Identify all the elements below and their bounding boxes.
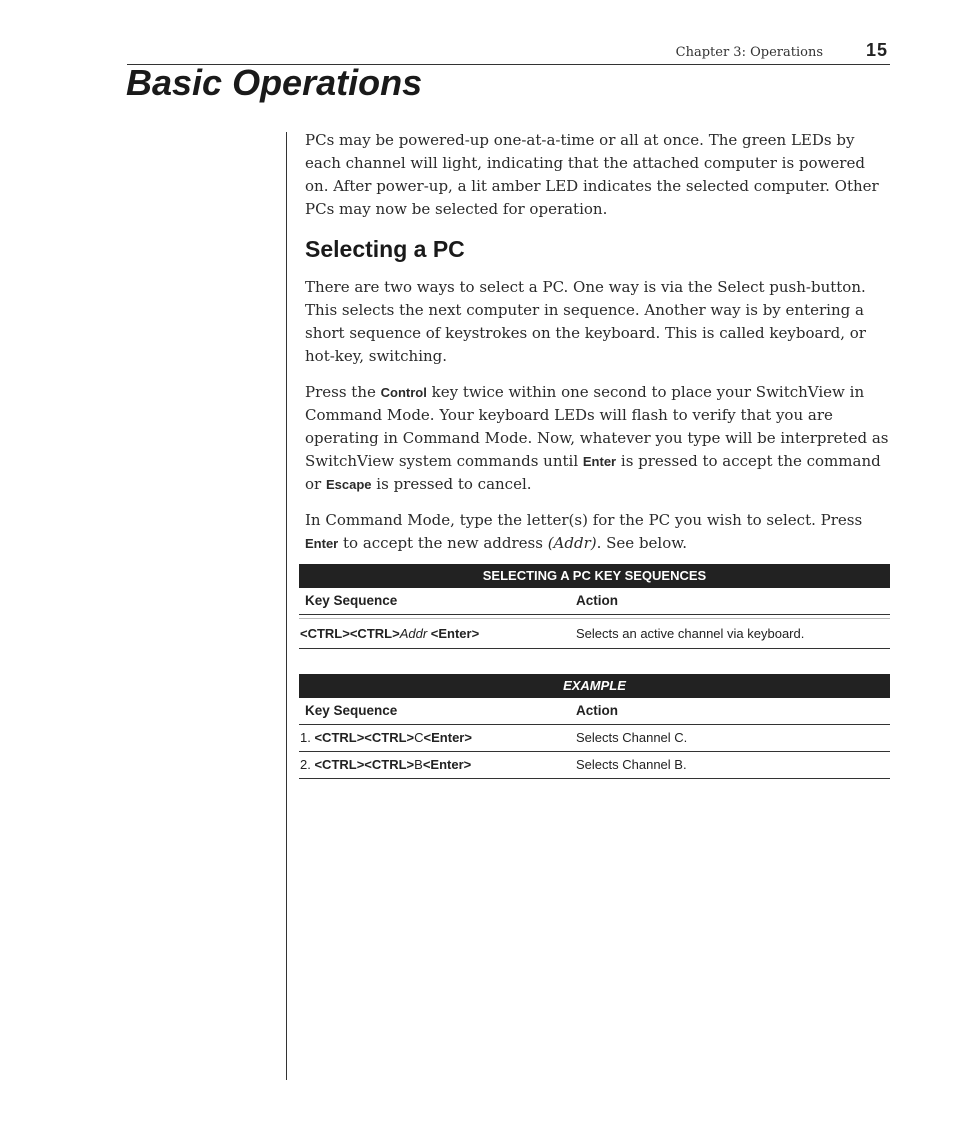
text-run: is pressed to cancel. xyxy=(371,475,532,493)
paragraph-command-mode xyxy=(305,381,890,496)
margin-rule xyxy=(286,132,287,1080)
key-sequence-cell xyxy=(299,752,570,778)
text-run: key twice within one second to place your SwitchView in Command Mode. Your keyboard LEDs will flash to verify that you are operating in Command Mode. Now, whatever you type will be interpreted as SwitchView system commands until xyxy=(305,383,889,470)
channel-letter: C xyxy=(414,730,424,745)
channel-letter: B xyxy=(414,757,423,772)
action-cell: Selects an active channel via keyboard. xyxy=(576,626,805,641)
key-sequence-cell xyxy=(299,619,570,648)
action-cell: Selects Channel C. xyxy=(576,730,688,745)
addr-term: (Addr) xyxy=(547,534,597,552)
column-header-key-sequence: Key Sequence xyxy=(305,593,398,608)
key-enter: Enter xyxy=(582,454,617,469)
column-header-action: Action xyxy=(576,593,618,608)
key-sequences-table xyxy=(299,564,890,649)
column-header-key-sequence: Key Sequence xyxy=(305,703,398,718)
row-number: 1. xyxy=(300,730,315,745)
text-run: Press the xyxy=(305,383,381,401)
keys: <CTRL><CTRL> xyxy=(300,626,400,641)
chapter-label: Chapter 3: Operations xyxy=(675,45,823,60)
table-title: EXAMPLE xyxy=(299,674,890,698)
table-row xyxy=(299,752,890,779)
table-row xyxy=(299,619,890,649)
row-number: 2. xyxy=(300,757,315,772)
intro-paragraph: PCs may be powered-up one-at-a-time or all at once. The green LEDs by each channel will light, indicating that the attached computer is powered on. After power-up, a lit amber LED indicates the selected computer. Other PCs may now be selected for operation. xyxy=(305,131,879,218)
keys: <CTRL><CTRL> xyxy=(314,757,415,772)
text-run: to accept the new address xyxy=(338,534,548,552)
page-title: Basic Operations xyxy=(126,62,423,103)
key-sequence-cell xyxy=(299,725,570,751)
paragraph-type-letters xyxy=(305,509,890,555)
key-control: Control xyxy=(380,385,427,400)
table-row xyxy=(299,725,890,752)
key-enter: Enter xyxy=(305,536,339,551)
example-table xyxy=(299,674,890,779)
text-run: . See below. xyxy=(596,534,688,552)
page-number: 15 xyxy=(865,40,888,60)
body-text xyxy=(305,129,890,568)
text-run: In Command Mode, type the letter(s) for the PC you wish to select. Press xyxy=(305,511,863,529)
keys: <Enter> xyxy=(423,730,472,745)
key-escape: Escape xyxy=(325,477,372,492)
keys: <CTRL><CTRL> xyxy=(314,730,415,745)
keys: <Enter> xyxy=(427,626,480,641)
table-header-row xyxy=(299,588,890,615)
addr: Addr xyxy=(399,626,428,641)
column-header-action: Action xyxy=(576,703,618,718)
paragraph-select-ways: There are two ways to select a PC. One way is via the Select push-button. This selects the next computer in sequence. Another way is by entering a short sequence of keystrokes on the keyboard. This is called keyboard, or hot-key, switching. xyxy=(305,278,866,365)
section-heading: Selecting a PC xyxy=(305,236,465,262)
text-run: is pressed to accept the command or xyxy=(305,452,881,493)
table-title: SELECTING A PC KEY SEQUENCES xyxy=(299,564,890,588)
table-header-row xyxy=(299,698,890,725)
action-cell: Selects Channel B. xyxy=(576,757,687,772)
keys: <Enter> xyxy=(422,757,472,772)
